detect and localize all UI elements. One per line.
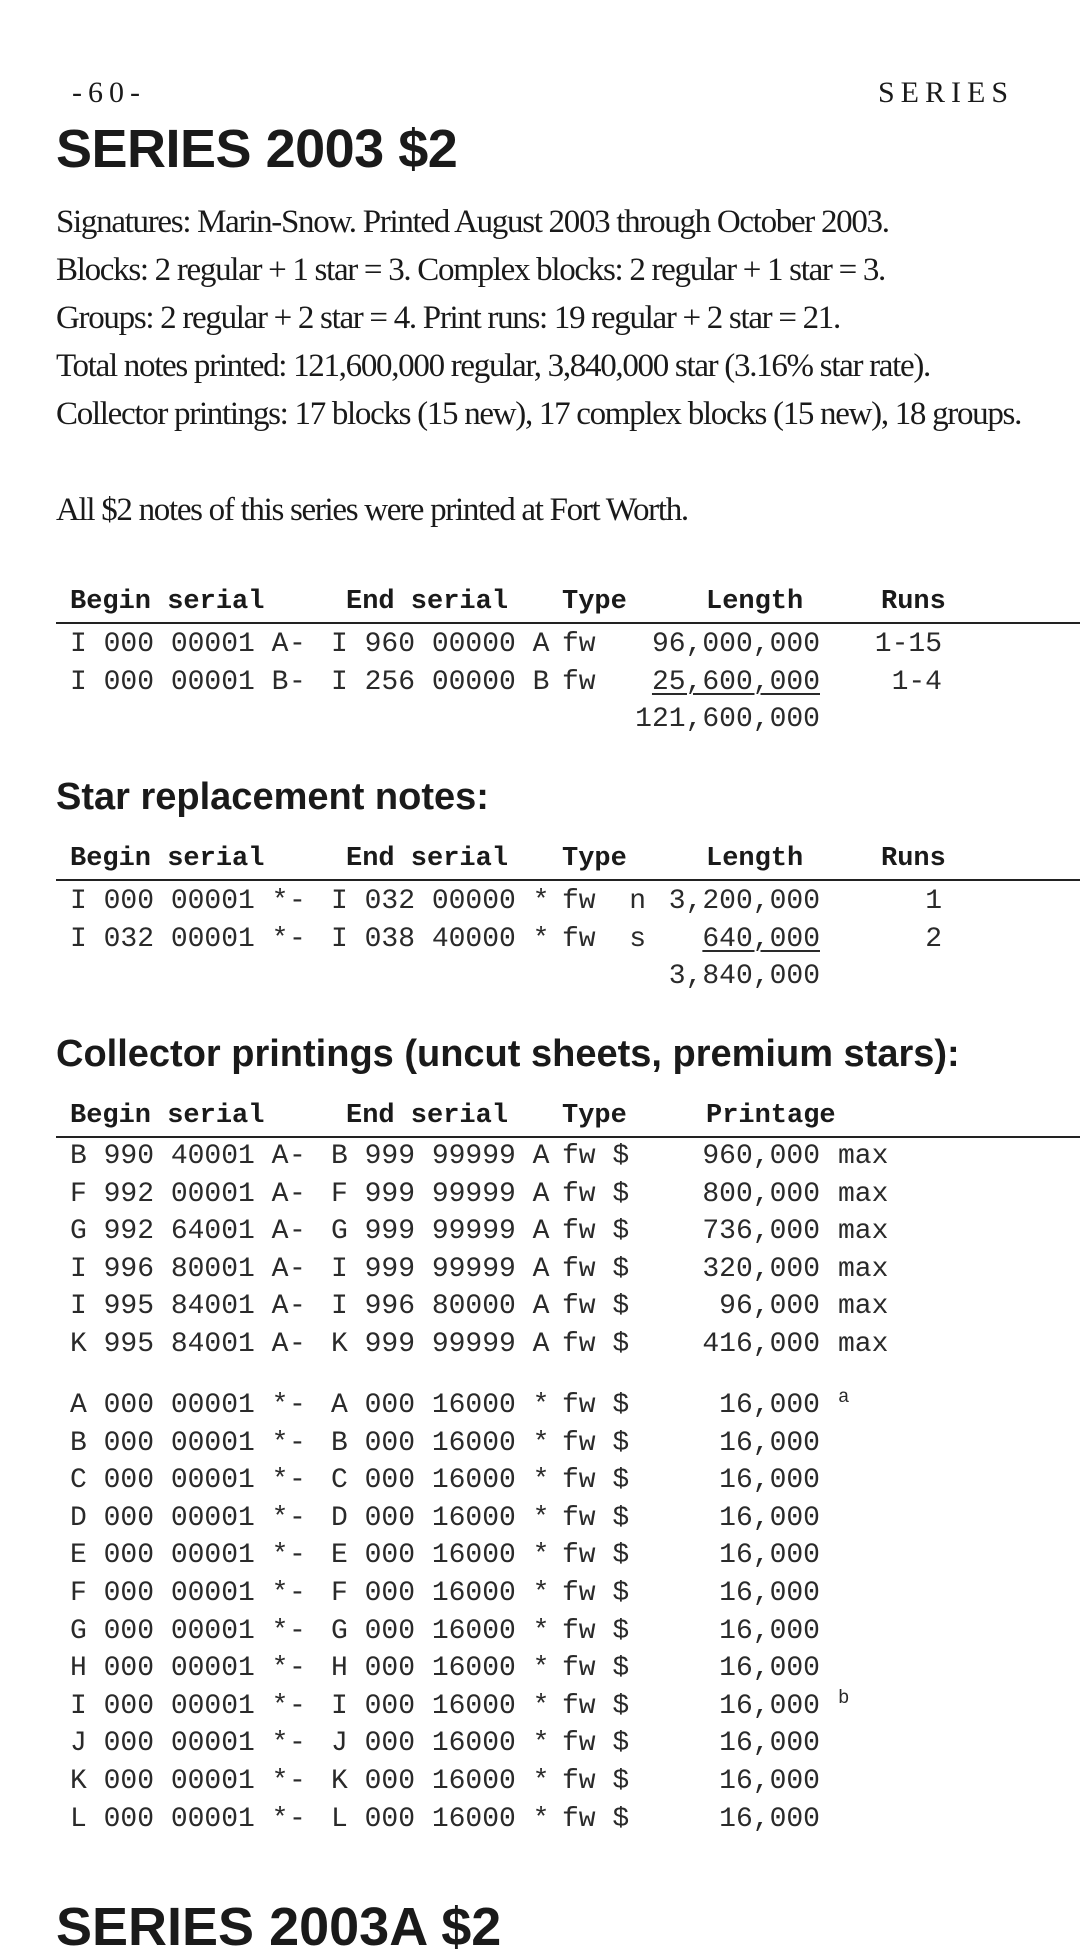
- collector-table-header: [56, 1096, 1080, 1138]
- end-serial: I 960 00000 A: [331, 629, 550, 660]
- end-serial: I 256 00000 B: [331, 666, 550, 698]
- blocks-line: Blocks: 2 regular + 1 star = 3. Complex blocks: 2 regular + 1 star = 3.: [56, 252, 885, 288]
- table-row: [56, 1251, 1080, 1289]
- printage-max-label: max: [838, 1216, 889, 1248]
- begin-serial: B 990 40001 A: [70, 1141, 289, 1172]
- printage: 16,000: [719, 1615, 820, 1647]
- begin-serial: F 992 00001 A: [70, 1178, 289, 1210]
- end-serial: I 000 16000 *: [331, 1690, 550, 1722]
- table-row: [56, 921, 1080, 959]
- table-row: [56, 1763, 1080, 1801]
- col-type: Type: [562, 1101, 627, 1131]
- note-type: fw $: [562, 1615, 630, 1647]
- totals-line: Total notes printed: 121,600,000 regular, 3,840,000 star (3.16% star rate).: [56, 348, 930, 384]
- printage-max-label: max: [838, 1328, 889, 1360]
- col-length: Length: [706, 844, 804, 874]
- begin-serial: G 000 00001 *: [70, 1615, 289, 1647]
- note-type: fw n: [562, 886, 647, 917]
- begin-serial: L 000 00001 *: [70, 1803, 289, 1835]
- total-row: [56, 701, 1080, 739]
- collector-summary-line: Collector printings: 17 blocks (15 new), 17 complex blocks (15 new), 18 groups.: [56, 396, 1022, 432]
- regular-table-header: [56, 582, 1080, 624]
- col-end-serial: End serial: [346, 1101, 509, 1131]
- printage: 16,000: [719, 1577, 820, 1609]
- star-total: 3,840,000: [668, 961, 820, 992]
- range-dash: -: [289, 1690, 306, 1722]
- note-type: fw $: [562, 1502, 630, 1534]
- total-row: [56, 958, 1080, 996]
- note-type: fw $: [562, 1178, 630, 1210]
- printage: 16,000: [719, 1803, 820, 1835]
- range-dash: -: [289, 629, 306, 660]
- range-dash: -: [289, 1390, 306, 1421]
- col-type: Type: [562, 587, 627, 617]
- printage: 16,000: [719, 1728, 820, 1760]
- printage: 416,000: [702, 1328, 820, 1360]
- end-serial: I 999 99999 A: [331, 1253, 550, 1285]
- note-type: fw $: [562, 1577, 630, 1609]
- note-type: fw $: [562, 1765, 630, 1797]
- note-type: fw $: [562, 1465, 630, 1497]
- table-row: [56, 1650, 1080, 1688]
- printage: 16,000: [719, 1540, 820, 1572]
- printage: 320,000: [702, 1253, 820, 1285]
- range-dash: -: [289, 1803, 306, 1835]
- end-serial: G 999 99999 A: [331, 1216, 550, 1248]
- note-type: fw s: [562, 923, 647, 955]
- range-dash: -: [289, 1178, 306, 1210]
- table-row: [56, 1613, 1080, 1651]
- note-type: fw $: [562, 1253, 630, 1285]
- col-end-serial: End serial: [346, 587, 509, 617]
- table-row: [56, 626, 1080, 664]
- run-numbers: 1-15: [874, 629, 942, 660]
- location-note-text: All $2 notes of this series were printed at Fort Worth.: [56, 492, 688, 528]
- footnote-marker: b: [838, 1686, 850, 1709]
- table-row: [56, 1213, 1080, 1251]
- table-row: [56, 1288, 1080, 1326]
- range-dash: -: [289, 1728, 306, 1760]
- begin-serial: D 000 00001 *: [70, 1502, 289, 1534]
- range-dash: -: [289, 1615, 306, 1647]
- end-serial: B 999 99999 A: [331, 1141, 550, 1172]
- range-dash: -: [289, 1291, 306, 1323]
- location-note: [56, 486, 688, 534]
- begin-serial: I 032 00001 *: [70, 923, 289, 955]
- collector-table-stars: [56, 1387, 1080, 1838]
- page-number: -60-: [72, 76, 146, 109]
- end-serial: G 000 16000 *: [331, 1615, 550, 1647]
- printage-max-label: max: [838, 1253, 889, 1285]
- end-serial: F 000 16000 *: [331, 1577, 550, 1609]
- range-dash: -: [289, 886, 306, 917]
- note-type: fw: [562, 629, 596, 660]
- begin-serial: C 000 00001 *: [70, 1465, 289, 1497]
- col-printage: Printage: [706, 1101, 836, 1131]
- star-table: [56, 883, 1080, 996]
- begin-serial: I 000 00001 *: [70, 886, 289, 917]
- run-numbers: 2: [925, 923, 942, 955]
- begin-serial: I 995 84001 A: [70, 1291, 289, 1323]
- table-row: [56, 1500, 1080, 1538]
- note-type: fw $: [562, 1728, 630, 1760]
- col-begin-serial: Begin serial: [70, 1101, 265, 1131]
- note-type: fw $: [562, 1216, 630, 1248]
- begin-serial: J 000 00001 *: [70, 1728, 289, 1760]
- printage: 16,000: [719, 1690, 820, 1722]
- next-series-title: SERIES 2003A $2: [56, 1897, 502, 1957]
- col-length: Length: [706, 587, 804, 617]
- printage: 16,000: [719, 1502, 820, 1534]
- note-type: fw $: [562, 1141, 630, 1172]
- range-dash: -: [289, 1253, 306, 1285]
- end-serial: K 999 99999 A: [331, 1328, 550, 1360]
- end-serial: A 000 16000 *: [331, 1390, 550, 1421]
- run-numbers: 1-4: [891, 666, 942, 698]
- run-numbers: 1: [925, 886, 942, 917]
- run-length: 96,000,000: [651, 629, 820, 660]
- begin-serial: E 000 00001 *: [70, 1540, 289, 1572]
- run-length: 640,000: [702, 923, 820, 955]
- begin-serial: I 000 00001 *: [70, 1690, 289, 1722]
- range-dash: -: [289, 666, 306, 698]
- printage: 96,000: [719, 1291, 820, 1323]
- regular-table: [56, 626, 1080, 739]
- range-dash: -: [289, 1465, 306, 1497]
- table-row: [56, 1801, 1080, 1839]
- table-row: [56, 1138, 1080, 1176]
- table-row: [56, 1425, 1080, 1463]
- end-serial: I 996 80000 A: [331, 1291, 550, 1323]
- col-end-serial: End serial: [346, 844, 509, 874]
- range-dash: -: [289, 1540, 306, 1572]
- range-dash: -: [289, 1328, 306, 1360]
- table-row: [56, 1575, 1080, 1613]
- run-length: 3,200,000: [668, 886, 820, 917]
- col-runs: Runs: [881, 844, 946, 874]
- table-row: [56, 1688, 1080, 1726]
- begin-serial: F 000 00001 *: [70, 1577, 289, 1609]
- printage: 736,000: [702, 1216, 820, 1248]
- end-serial: B 000 16000 *: [331, 1427, 550, 1459]
- star-table-header: [56, 839, 1080, 881]
- col-begin-serial: Begin serial: [70, 844, 265, 874]
- page-title: SERIES 2003 $2: [56, 119, 458, 179]
- col-runs: Runs: [881, 587, 946, 617]
- table-row: [56, 1326, 1080, 1364]
- begin-serial: K 000 00001 *: [70, 1765, 289, 1797]
- groups-line: Groups: 2 regular + 2 star = 4. Print runs: 19 regular + 2 star = 21.: [56, 300, 840, 336]
- range-dash: -: [289, 1427, 306, 1459]
- begin-serial: I 996 80001 A: [70, 1253, 289, 1285]
- range-dash: -: [289, 923, 306, 955]
- printage: 960,000: [702, 1141, 820, 1172]
- table-row: [56, 1176, 1080, 1214]
- footnote-marker: a: [838, 1386, 850, 1408]
- range-dash: -: [289, 1577, 306, 1609]
- note-type: fw $: [562, 1390, 630, 1421]
- table-row: [56, 664, 1080, 702]
- running-head: SERIES: [878, 76, 1015, 109]
- end-serial: H 000 16000 *: [331, 1653, 550, 1685]
- star-heading: Star replacement notes:: [56, 776, 489, 818]
- range-dash: -: [289, 1502, 306, 1534]
- end-serial: D 000 16000 *: [331, 1502, 550, 1534]
- end-serial: E 000 16000 *: [331, 1540, 550, 1572]
- col-type: Type: [562, 844, 627, 874]
- printage: 16,000: [719, 1465, 820, 1497]
- begin-serial: I 000 00001 A: [70, 629, 289, 660]
- printage: 16,000: [719, 1427, 820, 1459]
- printage: 16,000: [719, 1390, 820, 1421]
- begin-serial: A 000 00001 *: [70, 1390, 289, 1421]
- printage-max-label: max: [838, 1141, 889, 1172]
- note-type: fw $: [562, 1803, 630, 1835]
- collector-heading: Collector printings (uncut sheets, premium stars):: [56, 1033, 960, 1075]
- printage-max-label: max: [838, 1291, 889, 1323]
- note-type: fw $: [562, 1653, 630, 1685]
- range-dash: -: [289, 1216, 306, 1248]
- end-serial: J 000 16000 *: [331, 1728, 550, 1760]
- note-type: fw $: [562, 1540, 630, 1572]
- table-row: [56, 1387, 1080, 1425]
- end-serial: K 000 16000 *: [331, 1765, 550, 1797]
- begin-serial: H 000 00001 *: [70, 1653, 289, 1685]
- note-type: fw $: [562, 1328, 630, 1360]
- range-dash: -: [289, 1141, 306, 1172]
- note-type: fw $: [562, 1291, 630, 1323]
- begin-serial: K 995 84001 A: [70, 1328, 289, 1360]
- range-dash: -: [289, 1653, 306, 1685]
- note-type: fw $: [562, 1427, 630, 1459]
- table-row: [56, 883, 1080, 921]
- note-type: fw $: [562, 1690, 630, 1722]
- note-type: fw: [562, 666, 596, 698]
- printage: 16,000: [719, 1765, 820, 1797]
- table-row: [56, 1462, 1080, 1500]
- end-serial: C 000 16000 *: [331, 1465, 550, 1497]
- series-info: [56, 198, 1021, 438]
- end-serial: I 032 00000 *: [331, 886, 550, 917]
- end-serial: F 999 99999 A: [331, 1178, 550, 1210]
- printage: 16,000: [719, 1653, 820, 1685]
- begin-serial: B 000 00001 *: [70, 1427, 289, 1459]
- begin-serial: G 992 64001 A: [70, 1216, 289, 1248]
- col-begin-serial: Begin serial: [70, 587, 265, 617]
- end-serial: L 000 16000 *: [331, 1803, 550, 1835]
- range-dash: -: [289, 1765, 306, 1797]
- run-length: 25,600,000: [651, 666, 820, 698]
- table-row: [56, 1537, 1080, 1575]
- collector-table-blocks: [56, 1138, 1080, 1364]
- signatures-line: Signatures: Marin-Snow. Printed August 2003 through October 2003.: [56, 204, 889, 240]
- end-serial: I 038 40000 *: [331, 923, 550, 955]
- begin-serial: I 000 00001 B: [70, 666, 289, 698]
- regular-total: 121,600,000: [635, 704, 820, 735]
- table-row: [56, 1725, 1080, 1763]
- printage: 800,000: [702, 1178, 820, 1210]
- printage-max-label: max: [838, 1178, 889, 1210]
